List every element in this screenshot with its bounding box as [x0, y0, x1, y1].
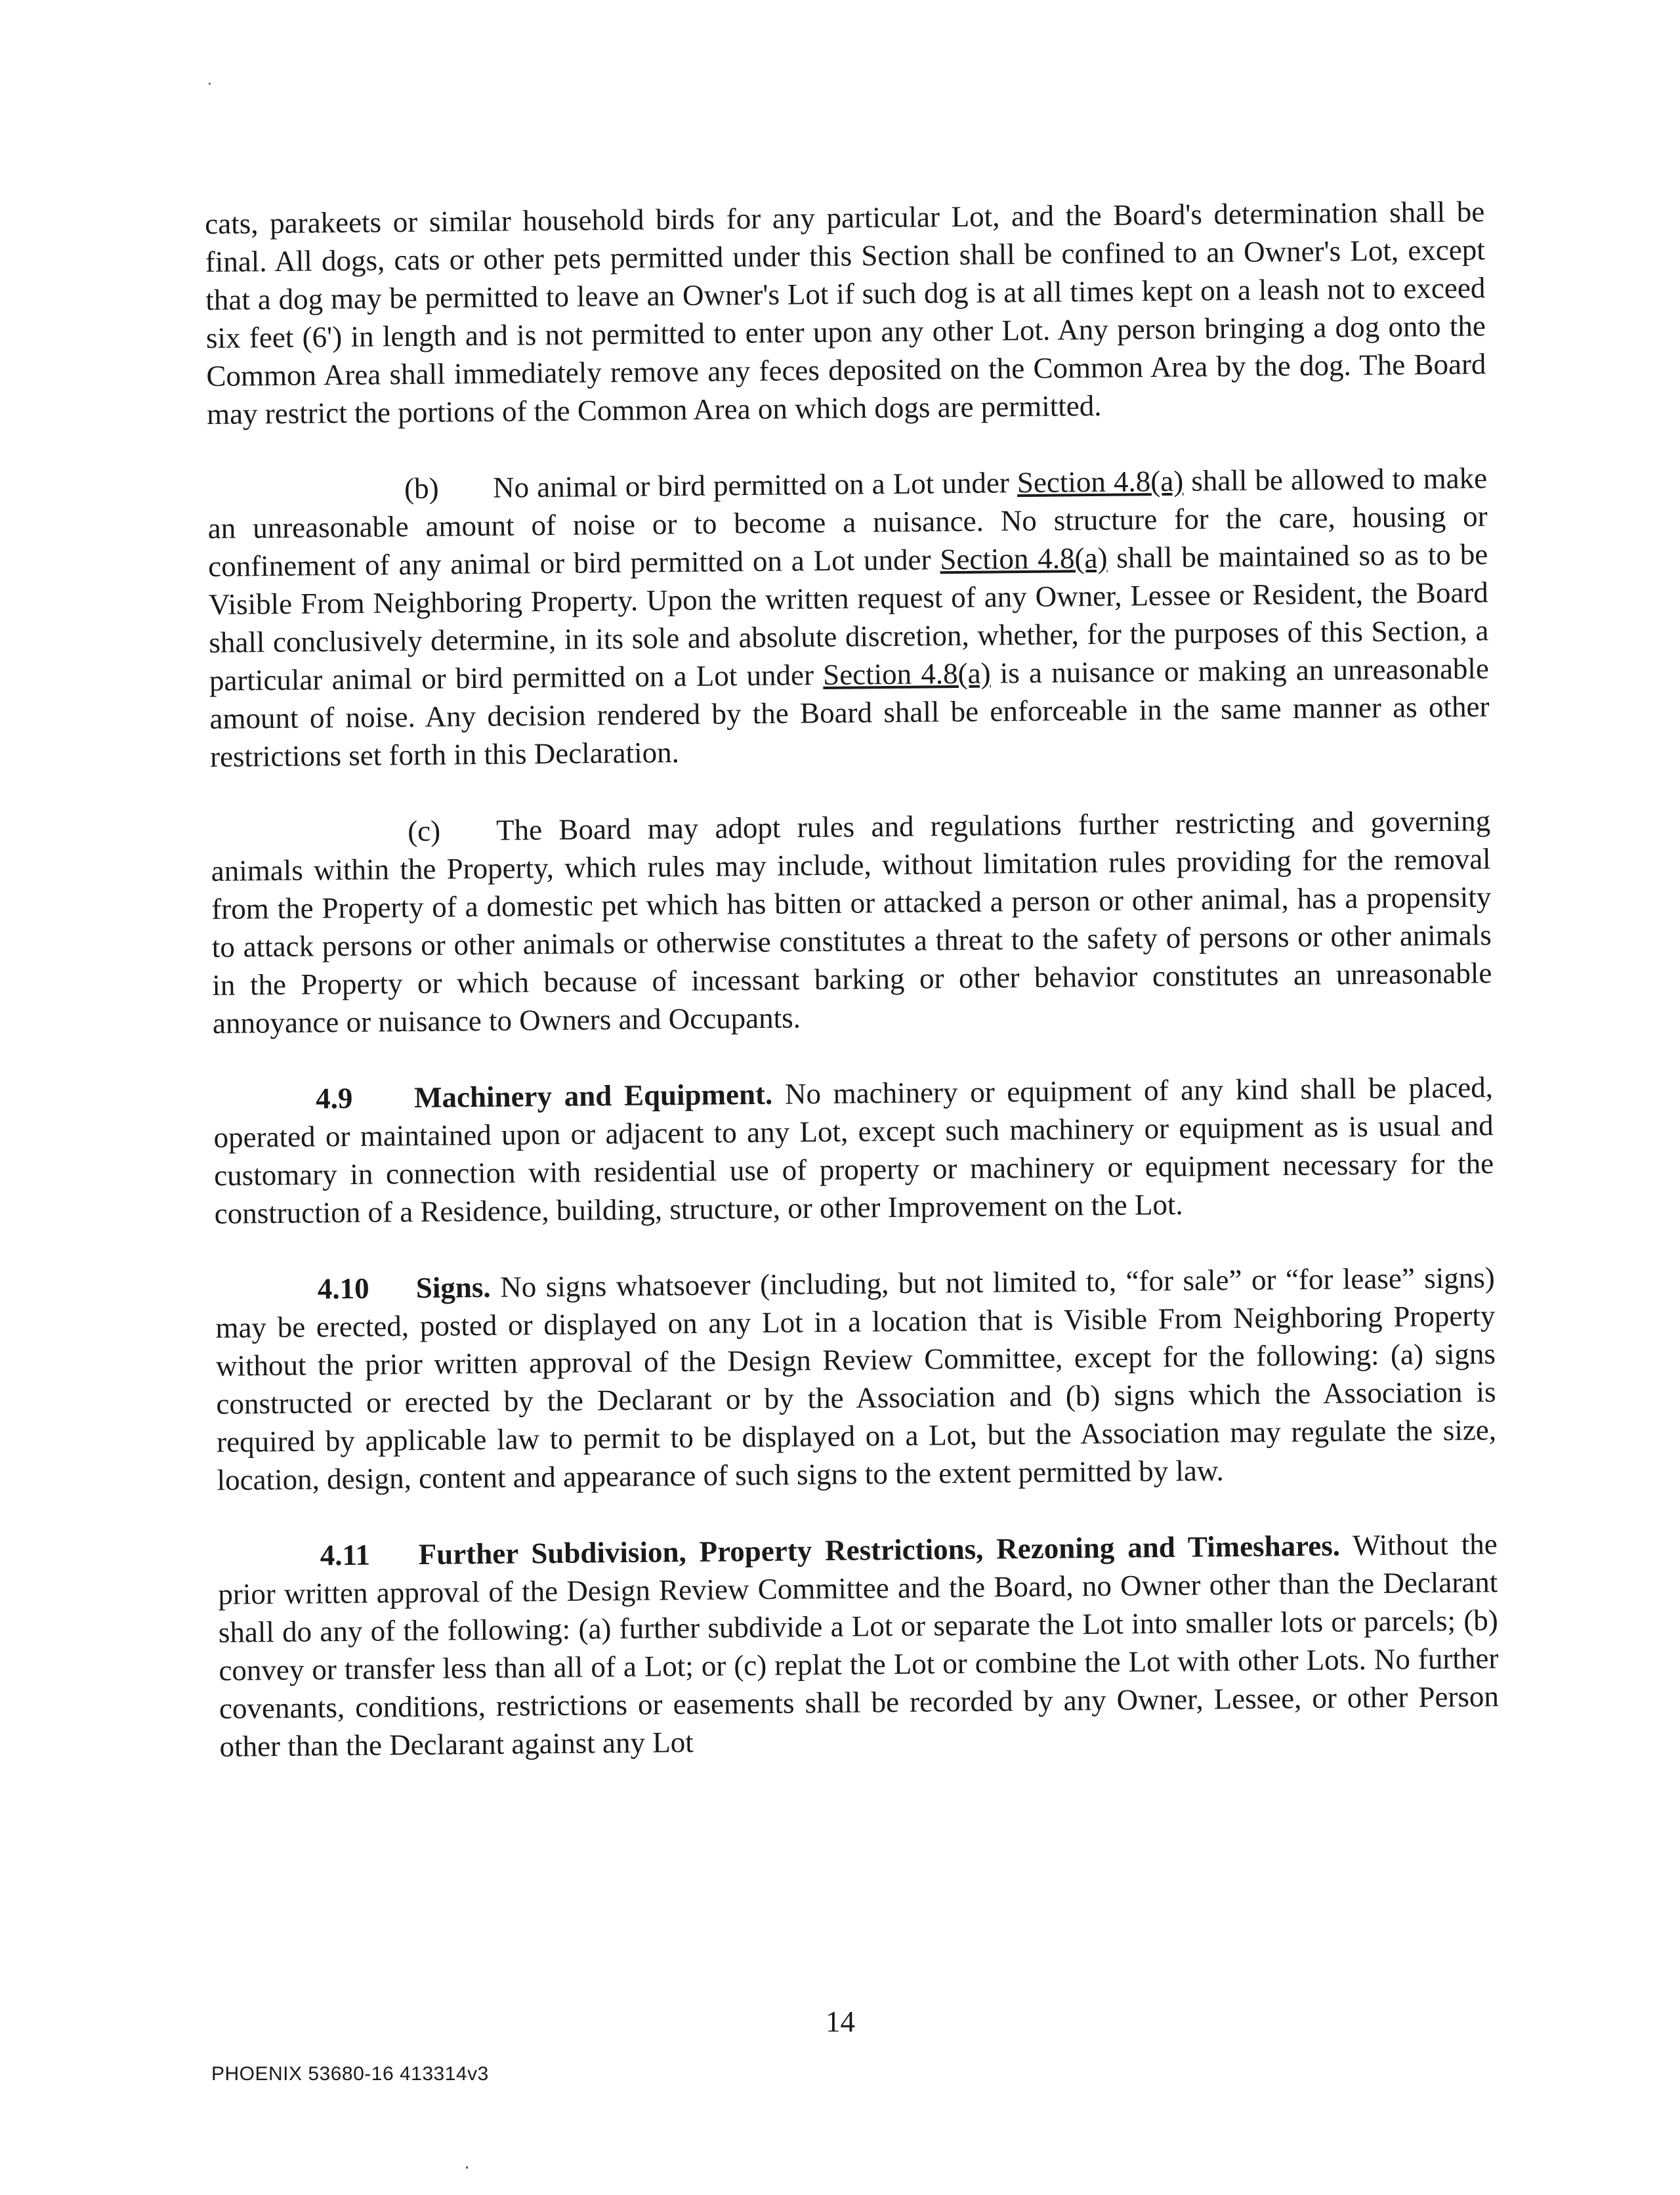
section-4-11-text: Without the prior written approval of the Design Review Committee and the Board, no Owner other than the Declarant shall do any of the following: (a) further subdivide a Lot or separate the Lot into smaller lots or parcels; (b) convey or transfer less than all of a Lot; or (c) replat the Lot or combine the Lot with other Lots. No further covenants, conditions, restrictions or easements shall be recorded by any Owner, Lessee, or other Person other than the Declarant against any Lot	[218, 1527, 1500, 1763]
subsection-b-text-4: is a nuisance or making an unreasonable amount of noise. Any decision rendered by the Board shall be enforceable in the same manner as other restrictions set forth in this Declaration.	[209, 652, 1490, 773]
indent	[211, 841, 408, 843]
continuation-paragraph	[205, 192, 1486, 433]
scan-speck	[466, 2166, 468, 2169]
section-4-11-paragraph	[217, 1525, 1499, 1766]
section-4-9-number: 4.9	[315, 1081, 353, 1115]
section-4-10-paragraph	[215, 1258, 1497, 1499]
section-4-9-text: No machinery or equipment of any kind shall be placed, operated or maintained upon or adjacent to any Lot, except such machinery or equipment as is usual and customary in connection with residential use of property or machinery or equipment necessary for the construction of a Residence, building, structure, or other Improvement on the Lot.	[213, 1071, 1494, 1230]
subsection-c-paragraph	[211, 801, 1492, 1042]
document-code: PHOENIX 53680-16 413314v3	[211, 2063, 489, 2085]
indent	[207, 498, 404, 500]
section-4-11-title: Further Subdivision, Property Restrictions, Rezoning and Timeshares.	[418, 1529, 1341, 1571]
section-4-9-paragraph	[213, 1068, 1494, 1233]
section-4-10-text: No signs whatsoever (including, but not limited to, “for sale” or “for lease” signs) may be erected, posted or displayed on any Lot in a location that is Visible From Neighboring Property without the prior written approval of the Design Review Committee, except for the following: (a) signs constructed or erected by the Declarant or by the Association and (b) signs which the Association is required by applicable law to permit to be displayed on a Lot, but the Association may regulate the size, location, design, content and appearance of such signs to the extent permitted by law.	[215, 1261, 1497, 1497]
section-reference: Section 4.8(a)	[1017, 464, 1184, 500]
subsection-b-text-1: No animal or bird permitted on a Lot under	[492, 466, 1018, 504]
subsection-b-text-2: shall be allowed to make an unreasonable amount of noise or to become a nuisance. No structure for the care, housing or confinement of any animal or bird permitted on a Lot under	[207, 461, 1488, 583]
subsection-b-label: (b)	[404, 471, 439, 505]
subsection-b-text-3: shall be maintained so as to be Visible From Neighboring Property. Upon the written request of any Owner, Lessee or Resident, the Board shall conclusively determine, in its sole and absolute discretion, whether, for the purposes of this Section, a particular animal or bird permitted on a Lot under	[208, 538, 1489, 697]
continuation-text: cats, parakeets or similar household birds for any particular Lot, and the Board's determination shall be final. All dogs, cats or other pets permitted under this Section shall be confined to an Owner's Lot, except that a dog may be permitted to leave an Owner's Lot if such dog is at all times kept on a leash not to exceed six feet (6') in length and is not permitted to enter upon any other Lot. Any person bringing a dog onto the Common Area shall immediately remove any feces deposited on the Common Area by the dog. The Board may restrict the portions of the Common Area on which dogs are permitted.	[205, 195, 1486, 431]
subsection-c-text: The Board may adopt rules and regulations further restricting and governing animals within the Property, which rules may include, without limitation rules providing for the removal from the Property of a domestic pet which has bitten or attacked a person or other animal, has a propensity to attack persons or other animals or otherwise constitutes a threat to the safety of persons or other animals in the Property or which because of incessant barking or other behavior constitutes an unreasonable annoyance or nuisance to Owners and Occupants.	[211, 804, 1492, 1040]
section-4-10-title: Signs.	[415, 1270, 491, 1304]
indent	[213, 1108, 316, 1109]
section-reference: Section 4.8(a)	[822, 656, 991, 691]
scan-speck	[209, 83, 211, 85]
section-reference: Section 4.8(a)	[940, 541, 1108, 576]
section-4-11-number: 4.11	[320, 1538, 371, 1572]
subsection-c-label: (c)	[407, 814, 441, 848]
section-4-9-title: Machinery and Equipment.	[413, 1077, 773, 1114]
page-number: 14	[826, 2005, 855, 2038]
indent	[218, 1565, 320, 1566]
section-4-10-number: 4.10	[317, 1271, 369, 1306]
subsection-b-paragraph	[207, 459, 1490, 776]
indent	[215, 1298, 318, 1299]
document-body	[205, 192, 1500, 1804]
